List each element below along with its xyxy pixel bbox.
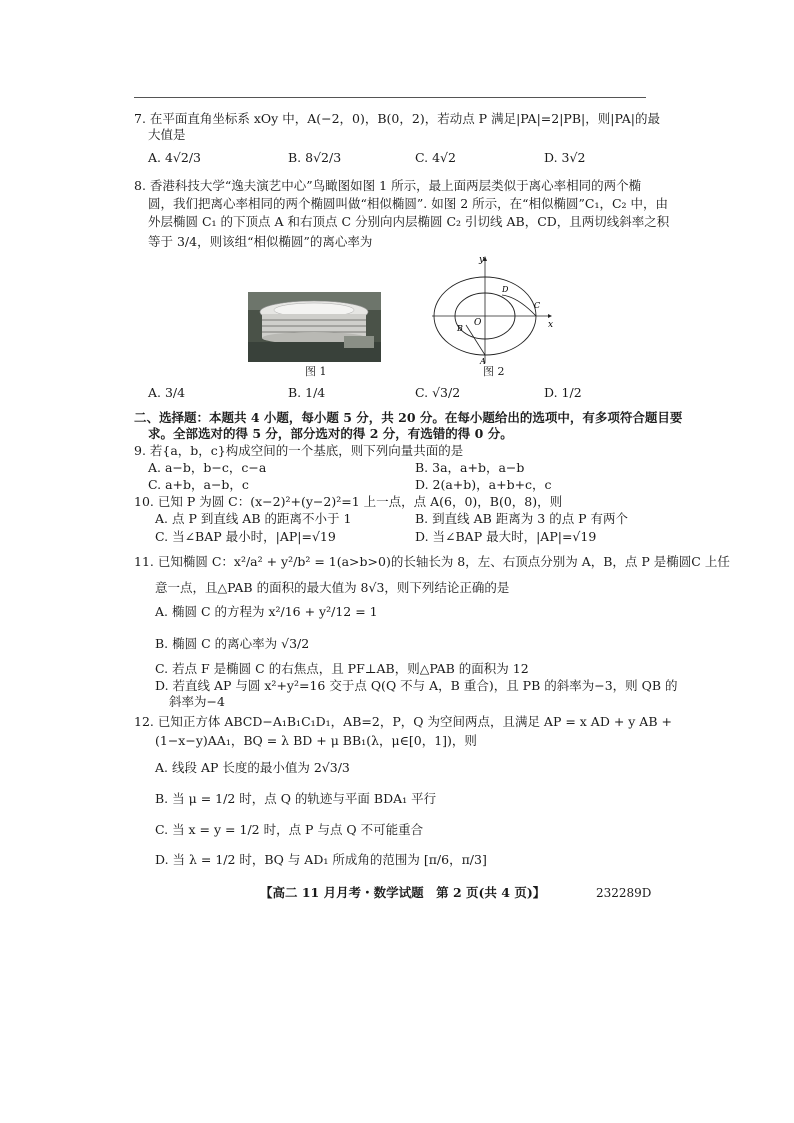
q12-stem-line-1: 12. 已知正方体 ABCD−A₁B₁C₁D₁，AB=2，P，Q 为空间两点，且满足 AP = x AD + y AB + (134, 714, 672, 729)
q11-option-b: B. 椭圆 C 的离心率为 √3/2 (155, 636, 310, 651)
q7-option-d: D. 3√2 (544, 150, 586, 165)
label-x: x (548, 320, 554, 330)
q9-option-c: C. a+b，a−b，c (148, 477, 249, 492)
page-footer: 【高二 11 月月考・数学试题 第 2 页(共 4 页)】 (260, 885, 546, 900)
label-a: A (480, 357, 486, 365)
exam-code: 232289D (596, 886, 652, 900)
top-rule (134, 97, 646, 98)
q11-option-d-line-2: 斜率为−4 (169, 694, 225, 709)
q7-option-b: B. 8√2/3 (288, 150, 342, 165)
label-d: D (502, 285, 509, 294)
q9-option-d: D. 2(a+b)，a+b+c，c (415, 477, 552, 492)
q11-option-c: C. 若点 F 是椭圆 C 的右焦点，且 PF⊥AB，则△PAB 的面积为 12 (155, 661, 529, 676)
q12-option-b: B. 当 μ = 1/2 时，点 Q 的轨迹与平面 BDA₁ 平行 (155, 791, 437, 806)
q12-stem-line-2: (1−x−y)AA₁，BQ = λ BD + μ BB₁(λ，μ∈[0，1])，则 (155, 733, 477, 748)
q9-stem: 9. 若{a，b，c}构成空间的一个基底，则下列向量共面的是 (134, 443, 464, 458)
q8-stem-line-2: 圆，我们把离心率相同的两个椭圆叫做“相似椭圆”. 如图 2 所示，在“相似椭圆”C₁，C₂ 中，由 (148, 196, 669, 211)
q10-option-b: B. 到直线 AB 距离为 3 的点 P 有两个 (415, 511, 629, 526)
q9-option-b: B. 3a，a+b，a−b (415, 460, 525, 475)
q8-stem-line-1: 8. 香港科技大学“逸夫演艺中心”鸟瞰图如图 1 所示，最上面两层类似于离心率相同的两个椭 (134, 178, 642, 193)
ellipses-svg (430, 253, 555, 365)
x-axis-arrow (548, 314, 552, 318)
q12-option-d: D. 当 λ = 1/2 时，BQ 与 AD₁ 所成角的范围为 [π/6，π/3] (155, 852, 487, 867)
label-y: y (479, 255, 485, 265)
section-2-heading-line-2: 求。全部选对的得 5 分，部分选对的得 2 分，有选错的得 0 分。 (148, 426, 513, 441)
tangent-ab (466, 325, 485, 355)
label-o: O (474, 318, 482, 328)
q12-option-a: A. 线段 AP 长度的最小值为 2√3/3 (155, 760, 350, 775)
label-b: B (457, 324, 463, 333)
figure-2-caption: 图 2 (483, 365, 505, 378)
q7-option-c: C. 4√2 (415, 150, 456, 165)
building-illustration (248, 292, 381, 362)
figure-1-building-photo (248, 292, 381, 362)
q11-option-a: A. 椭圆 C 的方程为 x²/16 + y²/12 = 1 (155, 604, 378, 619)
q8-option-c: C. √3/2 (415, 385, 461, 400)
figure-1-caption: 图 1 (305, 365, 327, 378)
section-2-heading-line-1: 二、选择题：本题共 4 小题，每小题 5 分，共 20 分。在每小题给出的选项中，有多项符合题目要 (134, 410, 683, 425)
q9-option-a: A. a−b，b−c，c−a (148, 460, 267, 475)
q11-option-d-line-1: D. 若直线 AP 与圆 x²+y²=16 交于点 Q(Q 不与 A，B 重合)，且 PB 的斜率为−3，则 QB 的 (155, 678, 678, 693)
q10-option-c: C. 当∠BAP 最小时，|AP|=√19 (155, 529, 336, 544)
q7-stem-line-1: 7. 在平面直角坐标系 xOy 中，A(−2，0)，B(0，2)，若动点 P 满足|PA|=2|PB|，则|PA|的最 (134, 111, 660, 126)
q10-stem: 10. 已知 P 为圆 C：(x−2)²+(y−2)²=1 上一点，点 A(6，0)，B(0，8)，则 (134, 494, 563, 509)
q7-option-a: A. 4√2/3 (148, 150, 202, 165)
label-c: C (534, 301, 541, 310)
q11-stem-line-2: 意一点，且△PAB 的面积的最大值为 8√3，则下列结论正确的是 (155, 580, 510, 595)
q10-option-a: A. 点 P 到直线 AB 的距离不小于 1 (155, 511, 352, 526)
q8-stem-line-3: 外层椭圆 C₁ 的下顶点 A 和右顶点 C 分别向内层椭圆 C₂ 引切线 AB，CD，且两切线斜率之积 (148, 214, 670, 229)
q10-option-d: D. 当∠BAP 最大时，|AP|=√19 (415, 529, 597, 544)
q8-option-a: A. 3/4 (148, 385, 186, 400)
figure-2-ellipses-diagram (430, 253, 555, 365)
q11-stem-line-1: 11. 已知椭圆 C：x²/a² + y²/b² = 1(a>b>0)的长轴长为 8，左、右顶点分别为 A，B，点 P 是椭圆C 上任 (134, 554, 730, 569)
q7-stem-line-2: 大值是 (148, 127, 186, 142)
q8-option-d: D. 1/2 (544, 385, 582, 400)
q8-stem-line-4: 等于 3/4，则该组“相似椭圆”的离心率为 (148, 234, 373, 249)
q8-option-b: B. 1/4 (288, 385, 326, 400)
q12-option-c: C. 当 x = y = 1/2 时，点 P 与点 Q 不可能重合 (155, 822, 424, 837)
